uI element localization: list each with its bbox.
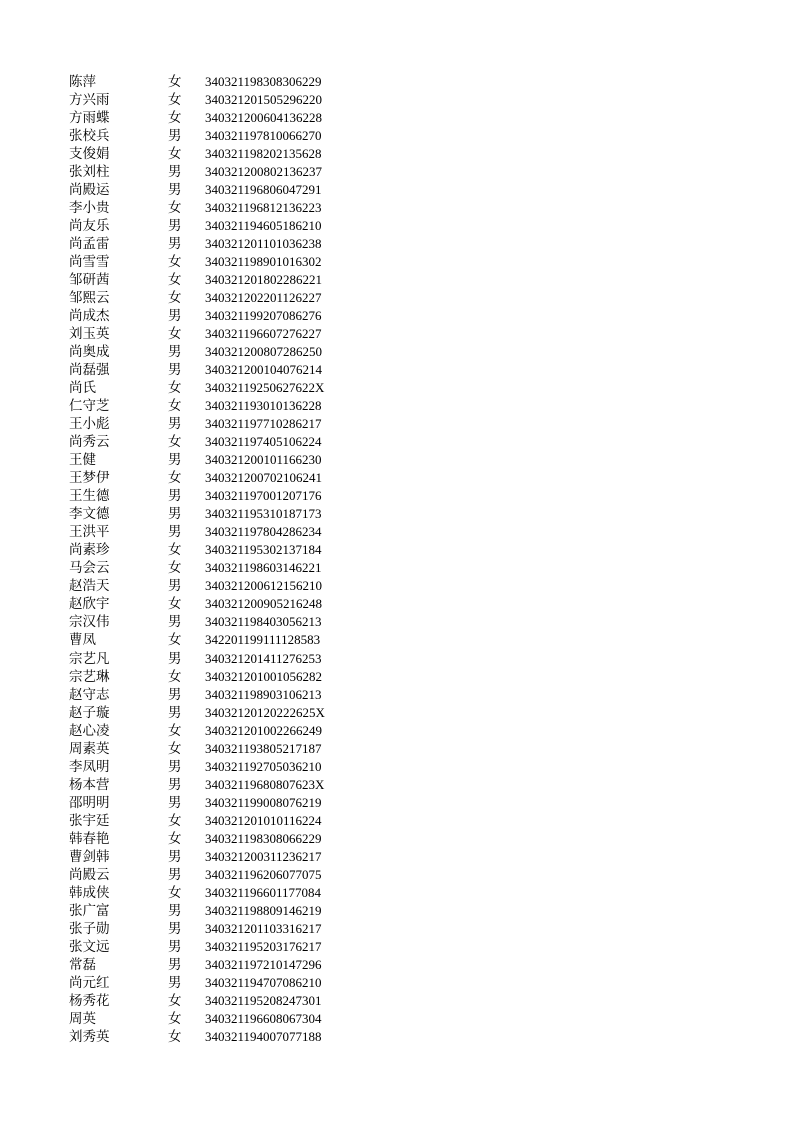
- person-name: 宗艺凡: [69, 650, 110, 667]
- table-row: [0, 740, 793, 758]
- person-id-number: 340321201101036238: [205, 236, 322, 252]
- person-name: 杨本营: [69, 776, 110, 793]
- person-name: 尚殿运: [69, 182, 110, 199]
- person-id-number: 340321197810066270: [205, 128, 322, 144]
- person-gender: 男: [168, 920, 182, 937]
- person-gender: 男: [168, 506, 182, 523]
- table-row: [0, 415, 793, 433]
- person-name: 尚殿云: [69, 866, 110, 883]
- person-name: 韩成侠: [69, 884, 110, 901]
- table-row: [0, 902, 793, 920]
- person-name: 李文德: [69, 506, 110, 523]
- person-name: 尚素珍: [69, 542, 110, 559]
- person-name: 张刘柱: [69, 164, 110, 181]
- person-id-number: 340321195302137184: [205, 542, 322, 558]
- table-row: [0, 866, 793, 884]
- table-row: [0, 956, 793, 974]
- table-row: [0, 127, 793, 145]
- person-gender: 男: [168, 758, 182, 775]
- person-id-number: 340321200612156210: [205, 578, 322, 594]
- person-name: 王生德: [69, 488, 110, 505]
- person-id-number: 340321197710286217: [205, 416, 322, 432]
- person-name: 宗汉伟: [69, 614, 110, 631]
- table-row: [0, 776, 793, 794]
- table-row: [0, 451, 793, 469]
- person-gender: 男: [168, 308, 182, 325]
- person-gender: 女: [168, 254, 182, 271]
- person-gender: 男: [168, 128, 182, 145]
- person-gender: 男: [168, 776, 182, 793]
- table-row: [0, 1010, 793, 1028]
- person-id-number: 340321195208247301: [205, 992, 322, 1008]
- table-row: [0, 595, 793, 613]
- person-name: 刘玉英: [69, 326, 110, 343]
- person-id-number: 340321201002266249: [205, 722, 322, 738]
- person-gender: 女: [168, 1028, 182, 1045]
- person-name: 张宇廷: [69, 812, 110, 829]
- person-gender: 女: [168, 884, 182, 901]
- table-row: [0, 758, 793, 776]
- table-row: [0, 668, 793, 686]
- person-name: 周素英: [69, 740, 110, 757]
- person-gender: 女: [168, 146, 182, 163]
- person-gender: 男: [168, 182, 182, 199]
- person-name: 张文远: [69, 938, 110, 955]
- person-gender: 女: [168, 74, 182, 90]
- table-row: [0, 361, 793, 379]
- person-name: 王洪平: [69, 524, 110, 541]
- person-gender: 男: [168, 686, 182, 703]
- person-gender: 女: [168, 200, 182, 217]
- person-name: 尚磊强: [69, 362, 110, 379]
- person-name: 尚雪雪: [69, 254, 110, 271]
- person-name: 尚成杰: [69, 308, 110, 325]
- person-name: 赵守志: [69, 686, 110, 703]
- person-gender: 女: [168, 542, 182, 559]
- person-gender: 男: [168, 956, 182, 973]
- person-name: 周英: [69, 1010, 96, 1027]
- table-row: [0, 253, 793, 271]
- person-name: 常磊: [69, 956, 96, 973]
- person-gender: 男: [168, 344, 182, 361]
- table-row: [0, 91, 793, 109]
- person-gender: 男: [168, 938, 182, 955]
- person-id-number: 340321200104076214: [205, 362, 322, 378]
- person-name: 李凤明: [69, 758, 110, 775]
- person-name: 尚元红: [69, 974, 110, 991]
- table-row: [0, 487, 793, 505]
- person-id-number: 340321198903106213: [205, 686, 322, 702]
- person-gender: 女: [168, 560, 182, 577]
- person-id-number: 340321201001056282: [205, 668, 322, 684]
- table-row: [0, 794, 793, 812]
- table-row: [0, 704, 793, 722]
- person-name: 杨秀花: [69, 992, 110, 1009]
- table-row: [0, 920, 793, 938]
- person-id-number: 340321196206077075: [205, 866, 322, 882]
- person-gender: 女: [168, 272, 182, 289]
- person-name: 韩春艳: [69, 830, 110, 847]
- person-id-number: 34032119250627622X: [205, 380, 325, 396]
- person-gender: 男: [168, 650, 182, 667]
- person-id-number: 340321198308306229: [205, 74, 322, 89]
- table-row: [0, 613, 793, 631]
- table-row: [0, 397, 793, 415]
- person-gender: 男: [168, 848, 182, 865]
- person-id-number: 340321202201126227: [205, 290, 322, 306]
- person-name: 马会云: [69, 560, 110, 577]
- person-gender: 女: [168, 596, 182, 613]
- person-id-number: 340321197210147296: [205, 956, 322, 972]
- table-row: [0, 73, 793, 91]
- person-name: 支俊娟: [69, 146, 110, 163]
- person-gender: 男: [168, 452, 182, 469]
- table-row: [0, 541, 793, 559]
- person-gender: 男: [168, 218, 182, 235]
- person-id-number: 340321196812136223: [205, 200, 322, 216]
- person-name: 曹剑韩: [69, 848, 110, 865]
- table-row: [0, 271, 793, 289]
- person-name: 王小彪: [69, 416, 110, 433]
- person-id-number: 340321196806047291: [205, 182, 322, 198]
- person-id-number: 340321194605186210: [205, 218, 322, 234]
- person-name: 仁守芝: [69, 398, 110, 415]
- table-row: [0, 163, 793, 181]
- person-id-number: 340321199008076219: [205, 794, 322, 810]
- person-name: 曹凤: [69, 632, 96, 649]
- person-id-number: 340321193010136228: [205, 398, 322, 414]
- person-gender: 女: [168, 434, 182, 451]
- table-row: [0, 433, 793, 451]
- table-row: [0, 830, 793, 848]
- table-row: [0, 325, 793, 343]
- person-gender: 男: [168, 524, 182, 541]
- person-id-number: 340321200702106241: [205, 470, 322, 486]
- person-id-number: 340321198603146221: [205, 560, 322, 576]
- person-id-number: 340321194707086210: [205, 974, 322, 990]
- table-row: [0, 145, 793, 163]
- person-id-number: 340321193805217187: [205, 740, 322, 756]
- person-name: 刘秀英: [69, 1028, 110, 1045]
- table-row: [0, 686, 793, 704]
- person-id-number: 340321200905216248: [205, 596, 322, 612]
- table-row: [0, 992, 793, 1010]
- person-gender: 女: [168, 632, 182, 649]
- person-gender: 男: [168, 236, 182, 253]
- table-row: [0, 523, 793, 541]
- person-gender: 女: [168, 92, 182, 109]
- table-row: [0, 974, 793, 992]
- person-id-number: 340321198308066229: [205, 830, 322, 846]
- person-name: 赵心凌: [69, 722, 110, 739]
- table-row: [0, 722, 793, 740]
- table-row: [0, 343, 793, 361]
- person-name: 赵子璇: [69, 704, 110, 721]
- person-name: 王健: [69, 452, 96, 469]
- person-id-number: 34032120120222625X: [205, 704, 325, 720]
- person-gender: 女: [168, 470, 182, 487]
- table-row: [0, 505, 793, 523]
- person-id-number: 340321197804286234: [205, 524, 322, 540]
- person-name: 尚友乐: [69, 218, 110, 235]
- table-row: [0, 812, 793, 830]
- person-id-number: 340321194007077188: [205, 1028, 322, 1044]
- table-row: [0, 631, 793, 649]
- person-name: 赵浩天: [69, 578, 110, 595]
- person-id-number: 340321200101166230: [205, 452, 322, 468]
- person-id-number: 340321201010116224: [205, 812, 322, 828]
- person-gender: 男: [168, 416, 182, 433]
- table-row: [0, 938, 793, 956]
- person-gender: 女: [168, 110, 182, 127]
- person-gender: 男: [168, 704, 182, 721]
- person-id-number: 340321197405106224: [205, 434, 322, 450]
- person-gender: 男: [168, 974, 182, 991]
- person-gender: 男: [168, 614, 182, 631]
- person-id-number: 340321201103316217: [205, 920, 322, 936]
- person-gender: 男: [168, 362, 182, 379]
- person-name: 方兴雨: [69, 92, 110, 109]
- person-id-number: 340321195203176217: [205, 938, 322, 954]
- person-gender: 女: [168, 290, 182, 307]
- person-id-number: 340321198202135628: [205, 146, 322, 162]
- table-row: [0, 199, 793, 217]
- person-name: 尚秀云: [69, 434, 110, 451]
- table-row: [0, 650, 793, 668]
- person-name: 赵欣宇: [69, 596, 110, 613]
- person-id-number: 340321200807286250: [205, 344, 322, 360]
- table-row: [0, 109, 793, 127]
- table-row: [0, 235, 793, 253]
- person-id-number: 340321198809146219: [205, 902, 322, 918]
- person-gender: 女: [168, 326, 182, 343]
- person-gender: 女: [168, 812, 182, 829]
- person-name: 邵明明: [69, 794, 110, 811]
- person-id-number: 340321196607276227: [205, 326, 322, 342]
- person-gender: 男: [168, 578, 182, 595]
- person-name: 尚氏: [69, 380, 96, 397]
- person-id-number: 340321195310187173: [205, 506, 322, 522]
- person-name: 李小贵: [69, 200, 110, 217]
- person-id-number: 340321200802136237: [205, 164, 322, 180]
- person-id-number: 34032119680807623X: [205, 776, 325, 792]
- person-id-number: 340321201505296220: [205, 92, 322, 108]
- person-name: 宗艺琳: [69, 668, 110, 685]
- person-id-number: 342201199111128583: [205, 632, 321, 648]
- person-id-number: 340321200311236217: [205, 848, 322, 864]
- person-gender: 女: [168, 1010, 182, 1027]
- person-id-number: 340321192705036210: [205, 758, 322, 774]
- person-id-number: 340321198901016302: [205, 254, 322, 270]
- person-id-number: 340321196601177084: [205, 884, 322, 900]
- person-gender: 男: [168, 488, 182, 505]
- person-name: 尚孟雷: [69, 236, 110, 253]
- person-gender: 男: [168, 164, 182, 181]
- person-name: 尚奥成: [69, 344, 110, 361]
- person-name: 方雨蝶: [69, 110, 110, 127]
- person-id-number: 340321201411276253: [205, 650, 322, 666]
- table-row: [0, 379, 793, 397]
- person-list: [0, 73, 793, 1046]
- person-gender: 女: [168, 398, 182, 415]
- person-name: 王梦伊: [69, 470, 110, 487]
- person-name: 邹研茜: [69, 272, 110, 289]
- person-id-number: 340321198403056213: [205, 614, 322, 630]
- table-row: [0, 307, 793, 325]
- person-gender: 女: [168, 830, 182, 847]
- person-name: 邹熙云: [69, 290, 110, 307]
- person-gender: 女: [168, 992, 182, 1009]
- table-row: [0, 217, 793, 235]
- person-id-number: 340321197001207176: [205, 488, 322, 504]
- person-name: 张校兵: [69, 128, 110, 145]
- person-gender: 女: [168, 668, 182, 685]
- table-row: [0, 1028, 793, 1046]
- person-gender: 女: [168, 722, 182, 739]
- person-id-number: 340321196608067304: [205, 1010, 322, 1026]
- table-row: [0, 848, 793, 866]
- person-name: 陈萍: [69, 74, 96, 90]
- person-gender: 女: [168, 380, 182, 397]
- person-id-number: 340321201802286221: [205, 272, 322, 288]
- table-row: [0, 469, 793, 487]
- person-gender: 男: [168, 866, 182, 883]
- person-name: 张子勋: [69, 920, 110, 937]
- table-row: [0, 289, 793, 307]
- person-gender: 男: [168, 902, 182, 919]
- person-id-number: 340321200604136228: [205, 110, 322, 126]
- person-id-number: 340321199207086276: [205, 308, 322, 324]
- person-gender: 女: [168, 740, 182, 757]
- table-row: [0, 884, 793, 902]
- table-row: [0, 181, 793, 199]
- table-row: [0, 559, 793, 577]
- person-name: 张广富: [69, 902, 110, 919]
- person-gender: 男: [168, 794, 182, 811]
- table-row: [0, 577, 793, 595]
